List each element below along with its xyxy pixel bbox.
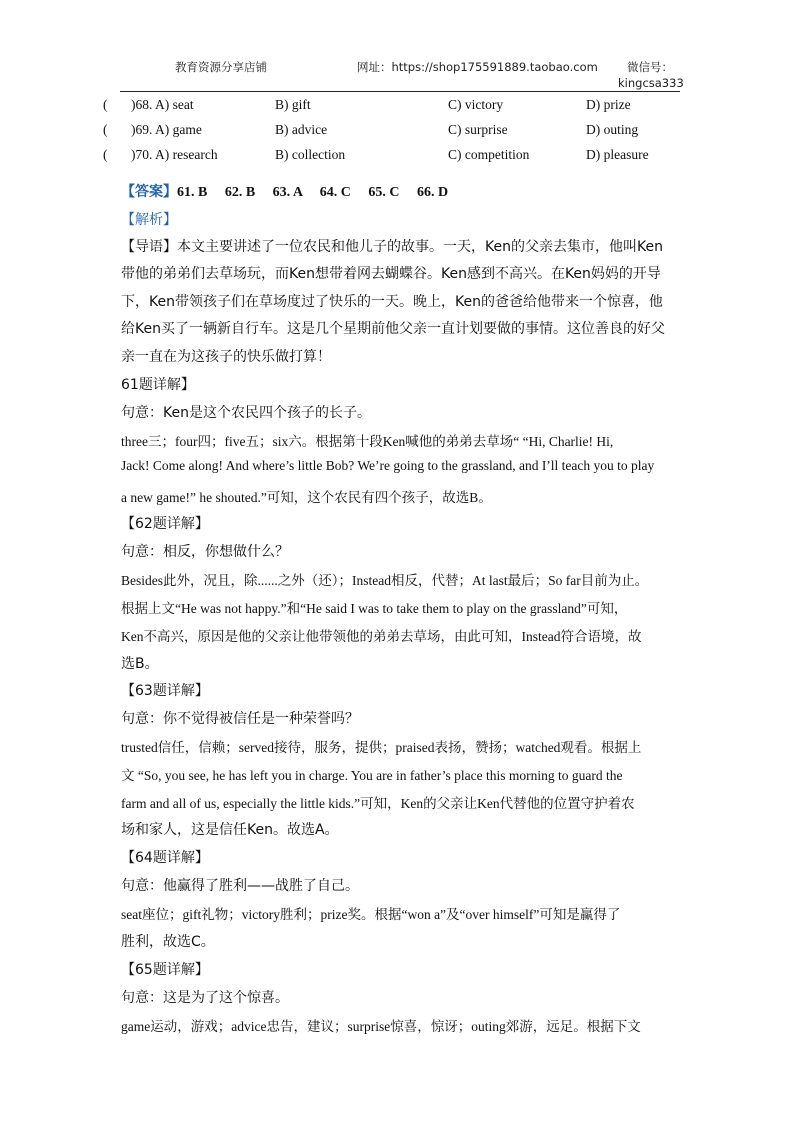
header-wechat bbox=[618, 59, 682, 91]
text-line: three三；four四；five五；six六。根据第十段Ken喊他的弟弟去草场“ “Hi, Charlie! Hi, bbox=[121, 434, 614, 449]
answer-paren: ( bbox=[103, 97, 108, 112]
text-line: Besides此外，况且，除......之外（还）；Instead相反，代替；At last最后；So far目前为止。 bbox=[121, 573, 649, 588]
text-line: 句意：这是为了这个惊喜。 bbox=[121, 990, 289, 1006]
answer-paren: ( bbox=[103, 147, 108, 162]
text-line: seat座位；gift礼物；victory胜利；prize奖。根据“won a”及“over himself”可知是赢得了 bbox=[121, 907, 621, 922]
answer-paren: ( bbox=[103, 122, 108, 137]
answer-line bbox=[121, 181, 691, 201]
text-line: 场和家人，这是信任Ken。故选A。 bbox=[121, 822, 339, 838]
text-line: 根据上文“He was not happy.”和“He said I was to take them to play on the grassland”可知， bbox=[121, 601, 628, 616]
text-line: Jack! Come along! And where’s little Bob? We’re going to the grassland, and I’ll teach you to play bbox=[121, 458, 655, 473]
option-a: )70. A) research bbox=[131, 147, 218, 162]
header-wechat-id: kingcsa333 bbox=[618, 76, 684, 90]
page-header bbox=[120, 57, 684, 92]
text-line: 句意：他赢得了胜利——战胜了自己。 bbox=[121, 878, 359, 894]
text-line: 文 “So, you see, he has left you in charge. You are in father’s place this morning to guard the bbox=[121, 768, 623, 783]
text-line: 句意：你不觉得被信任是一种荣誉吗？ bbox=[121, 711, 359, 727]
text-line: 带他的弟弟们去草场玩，而Ken想带着网去蝴蝶谷。Ken感到不高兴。在Ken妈妈的开导 bbox=[121, 266, 661, 282]
answer-text: 61. B 62. B 63. A 64. C 65. C 66. D bbox=[177, 185, 449, 200]
option-d: D) pleasure bbox=[586, 147, 649, 162]
text-line: 胜利，故选C。 bbox=[121, 934, 215, 950]
header-shop-name: 教育资源分享店铺 bbox=[175, 60, 267, 74]
option-c: C) victory bbox=[448, 97, 504, 112]
answer-label: 【答案】 bbox=[121, 184, 177, 200]
text-line: Ken不高兴，原因是他的父亲让他带领他的弟弟去草场，由此可知，Instead符合语境，故 bbox=[121, 629, 642, 644]
text-line: farm and all of us, especially the little kids.”可知，Ken的父亲让Ken代替他的位置守护着农 bbox=[121, 796, 635, 811]
text-line: a new game!” he shouted.”可知，这个农民有四个孩子，故选B。 bbox=[121, 490, 492, 505]
section-heading-62: 【62题详解】 bbox=[121, 516, 209, 532]
section-heading-65: 【65题详解】 bbox=[121, 962, 209, 978]
option-a: )68. A) seat bbox=[131, 97, 194, 112]
header-wechat-label: 微信号： bbox=[627, 60, 673, 74]
text-line: 亲一直在为这孩子的快乐做打算！ bbox=[121, 349, 331, 365]
text-line: trusted信任，信赖；served接待，服务，提供；praised表扬，赞扬；watched观看。根据上 bbox=[121, 740, 642, 755]
analysis-label: 【解析】 bbox=[121, 212, 177, 228]
option-b: B) advice bbox=[275, 122, 328, 137]
option-b: B) gift bbox=[275, 97, 311, 112]
option-d: D) outing bbox=[586, 122, 639, 137]
option-d: D) prize bbox=[586, 97, 631, 112]
option-c: C) competition bbox=[448, 147, 530, 162]
option-c: C) surprise bbox=[448, 122, 508, 137]
text-line: 句意：Ken是这个农民四个孩子的长子。 bbox=[121, 405, 371, 421]
section-heading-64: 【64题详解】 bbox=[121, 850, 209, 866]
text-line: 下，Ken带领孩子们在草场度过了快乐的一天。晚上，Ken的爸爸给他带来一个惊喜，他 bbox=[121, 294, 663, 310]
text-line: 句意：相反，你想做什么？ bbox=[121, 544, 289, 560]
option-a: )69. A) game bbox=[131, 122, 202, 137]
option-b: B) collection bbox=[275, 147, 346, 162]
text-line: game运动，游戏；advice忠告，建议；surprise惊喜，惊讶；outing郊游，远足。根据下文 bbox=[121, 1019, 641, 1034]
section-heading-61: 61题详解】 bbox=[121, 377, 195, 393]
text-line: 【导语】本文主要讲述了一位农民和他儿子的故事。一天，Ken的父亲去集市，他叫Ken bbox=[121, 239, 663, 255]
text-line: 给Ken买了一辆新自行车。这是几个星期前他父亲一直计划要做的事情。这位善良的好父 bbox=[121, 321, 665, 337]
text-line: 选B。 bbox=[121, 656, 159, 672]
header-url: 网址：https://shop175591889.taobao.com bbox=[357, 60, 598, 74]
section-heading-63: 【63题详解】 bbox=[121, 683, 209, 699]
